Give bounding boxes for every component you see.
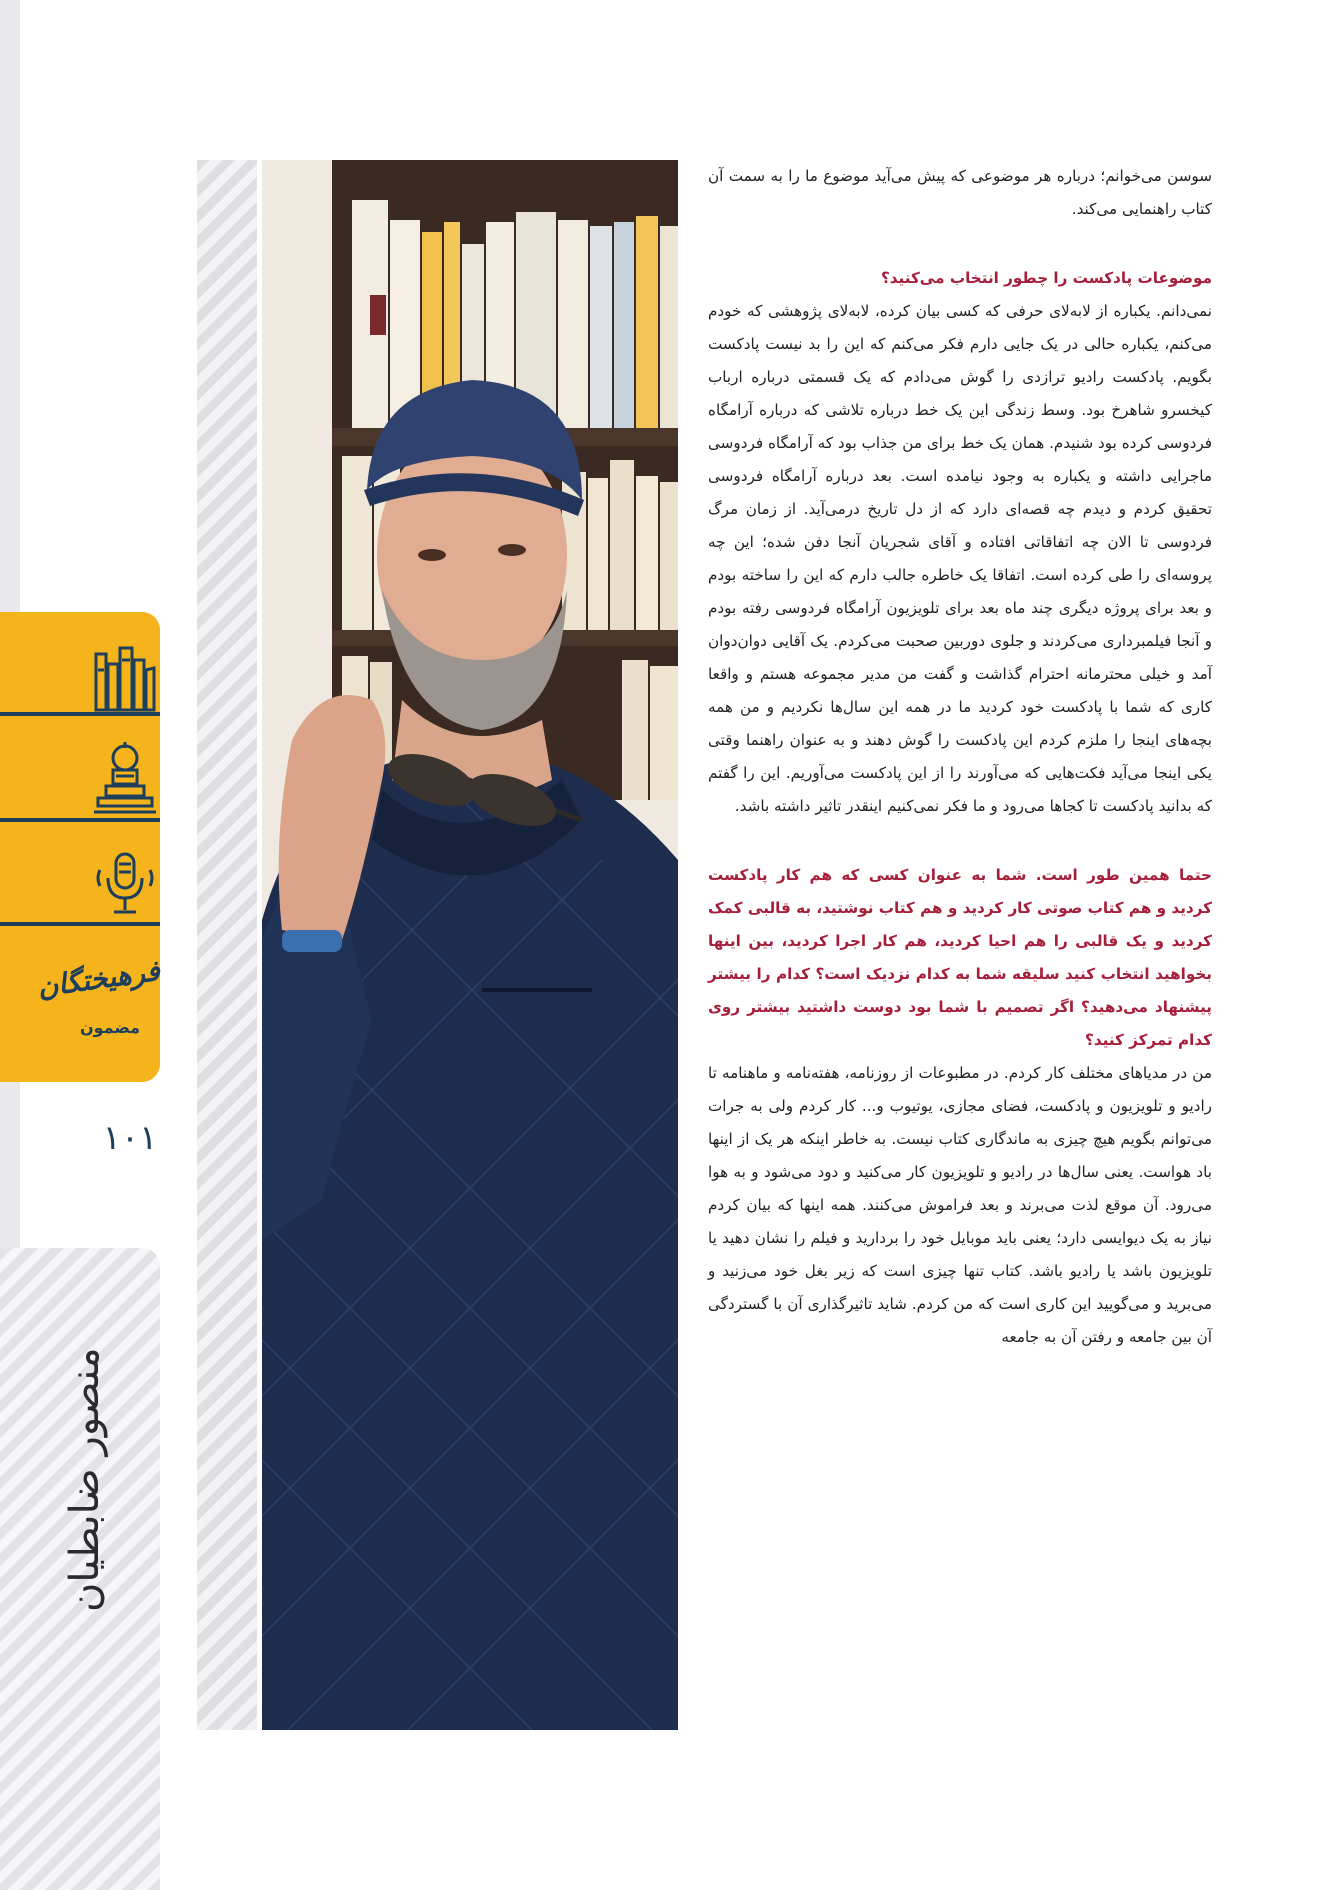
tab-divider — [0, 712, 160, 716]
author-name: منصور ضابطیان — [62, 1347, 108, 1613]
magazine-subtitle: مضمون — [79, 1018, 141, 1037]
shrine-icon — [92, 740, 158, 816]
portrait-photo-illustration — [262, 160, 678, 1730]
tab-divider — [0, 922, 160, 926]
magazine-title: فرهیختگان — [35, 953, 162, 1004]
portrait-photo — [262, 160, 678, 1730]
bookshelf-icon — [92, 640, 158, 712]
question-heading: موضوعات پادکست را چطور انتخاب می‌کنید؟ — [880, 269, 1212, 287]
article-body — [708, 160, 1212, 1354]
podcast-microphone-icon — [92, 848, 158, 918]
question-heading: حتما همین طور است. شما به عنوان کسی که هم کار پادکست کردید و هم کتاب صوتی کار کردید و هم کتاب نوشتید، به قالبی کمک کردید و یک قالبی را هم احیا کردید، هم کار اجرا کردید، بین اینها بخواهید انتخاب کنید سلیقه شما به کدام نزدیک است؟ کدام را بیشتر پیشنهاد می‌دهید؟ اگر تصمیم با شما بود دوست داشتید بیشتر روی کدام تمرکز کنید؟ — [708, 866, 1212, 1049]
photo-hatch-band — [197, 160, 257, 1730]
tab-divider — [0, 818, 160, 822]
answer-paragraph: من در مدیاهای مختلف کار کردم. در مطبوعات از روزنامه، هفته‌نامه و ماهنامه تا رادیو و تلویزیون و پادکست، فضای مجازی، یوتیوب و... کار کردم ولی به جرات می‌توانم بگویم هیچ چیزی به ماندگاری کتاب نیست. به خاطر اینکه هر یک از اینها باد هواست. یعنی سال‌ها در رادیو و تلویزیون کار می‌کنید و دود می‌شود و به هوا می‌رود. آن موقع لذت می‌برند و بعد فراموش می‌کنند. همه اینها که بیان کردم نیاز به یک دیوایسی دارد؛ یعنی باید موبایل خود را بردارید و فیلم را نشان دهید یا تلویزیون باشد یا رادیو باشد. کتاب تنها چیزی است که زیر بغل خود می‌زنید و می‌برید و می‌گویید این کاری است که من کردم. شاید تاثیرگذاری آن با گستردگی آن بین جامعه و رفتن آن به جامعه — [708, 1064, 1212, 1346]
intro-paragraph: سوسن می‌خوانم؛ درباره هر موضوعی که پیش می‌آید موضوع ما را به سمت آن کتاب راهنمایی می‌کند. — [708, 167, 1212, 218]
answer-paragraph: نمی‌دانم. یکباره از لابه‌لای حرفی که کسی بیان کرده، لابه‌لای پژوهشی که خودم می‌کنم، یکباره حالی در یک جایی دارم فکر می‌کنم که این را بد نیست پادکست بگویم. پادکست رادیو ترازدی را گوش می‌دادم که یک قسمتی درباره ارباب کیخسرو شاهرخ بود. وسط زندگی این یک خط درباره تلاشی که درباره آرامگاه فردوسی کرده بود شنیدم. همان یک خط برای من جذاب بود که آرامگاه فردوسی ماجرایی داشته و یکباره به وجود نیامده است. بعد درباره آرامگاه فردوسی تحقیق کردم و دیدم چه قصه‌ای دارد که از دل تاریخ درمی‌آید. از زمان مرگ فردوسی تا الان چه اتفاقاتی افتاده و آقای شجریان آنجا دفن شده؛ این چه پروسه‌ای را طی کرده است. اتفاقا یک خاطره جالب دارم که این را ساخته بودم و بعد برای پروژه دیگری چند ماه بعد برای تلویزیون آرامگاه فردوسی رفته بودم و آنجا فیلمبرداری می‌کردند و جلوی دوربین صحبت می‌کردم. یک آقایی دوان‌دوان آمد و خیلی محترمانه احترام گذاشت و گفت من مدیر مجموعه هستم و واقعا کاری که شما با پادکست خود کردید ما در همه این سال‌ها نکردیم و من همه بچه‌های اینجا را ملزم کردم این پادکست را گوش دهند و به عنوان راهنما وقتی یکی اینجا می‌آید فکت‌هایی که می‌آورند را از این پادکست می‌آوریم. این را گفتم که بدانید پادکست تا کجاها می‌رود و ما فکر نمی‌کنیم اینقدر تاثیر داشته باشد. — [708, 302, 1212, 815]
page-number: ۱۰۱ — [102, 1118, 158, 1158]
